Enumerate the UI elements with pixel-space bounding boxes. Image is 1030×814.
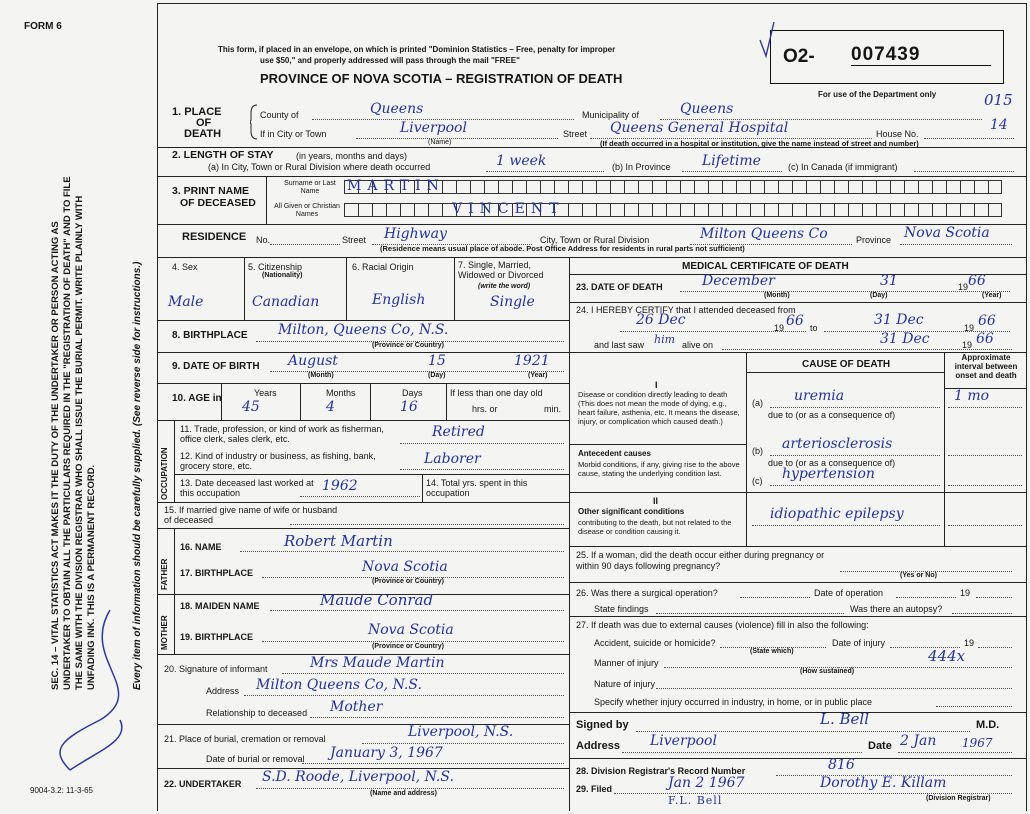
op-date-label: Date of operation [814,588,884,598]
birthplace-label: 8. BIRTHPLACE [172,330,248,341]
cause-b-label: (b) [752,446,763,456]
mother-maiden-label: 18. MAIDEN NAME [180,601,260,611]
last-year-prefix: 19 [962,340,973,350]
dob-day-note: (Day) [428,372,446,379]
burial-date-label: Date of burial or removal [206,754,305,764]
less-day-label: If less than one day old [450,388,543,398]
father-name-label: 16. NAME [180,542,222,552]
alive-on: alive on [682,340,714,350]
reg-prefix: O2- [783,46,815,67]
interval-header: Approximate interval between onset and death [954,353,1018,380]
antecedent-title: Antecedent causes [578,449,651,458]
marital-value: Single [490,294,535,310]
manner-value: 444x [928,647,966,665]
left-notice-2: Every item of information should be carefully supplied. (See reverse side for instructions.) [132,261,143,690]
dob-month: August [288,353,338,369]
signed-date-year: 1967 [962,736,993,750]
city-value: Liverpool [400,120,467,136]
header-line1: This form, if placed in an envelope, on which is printed "Dominion Statistics – Free, penalty for improper [218,45,616,54]
occupation-side: OCCUPATION [160,447,169,500]
mother-maiden: Maude Conrad [320,591,434,609]
to-year: 66 [978,313,996,329]
residence-no-label: No. [256,235,271,245]
racial-value: English [372,292,426,308]
informant-rel-label: Relationship to deceased [206,708,308,718]
municipality-label: Municipality of [582,110,640,120]
record-number: 816 [828,757,855,773]
other-condition: idiopathic epilepsy [770,506,904,522]
death-day: 31 [880,273,898,289]
stay-b-label: (b) In Province [612,162,671,172]
name-label1: 3. PRINT NAME [172,185,250,197]
place-label1: 1. PLACE [172,106,222,118]
q25: 25. If a woman, did the death occur either during pregnancy or within 90 days following pregnancy? [576,550,825,571]
state-which-note: (State which) [750,648,794,655]
manner-label: Manner of injury [594,658,659,668]
city-label: If in City or Town [260,129,327,139]
stay-a-value: 1 week [496,153,547,169]
to-label: to [810,323,818,333]
q14: 14. Total yrs. spent in this occupation [426,478,528,498]
dob-label: 9. DATE OF BIRTH [172,361,260,372]
mother-side: MOTHER [160,615,169,650]
attend-to: 31 Dec [874,312,924,328]
sex-label: 4. Sex [172,262,198,272]
q27: 27. If death was due to external causes (violence) fill in also the following: [576,620,869,630]
dept-code: 015 [984,91,1013,109]
q15: 15. If married give name of wife or husband of deceased [164,505,338,525]
last-seen-label: and last saw [594,340,645,350]
injury-date-label: Date of injury [832,638,886,648]
form-title: PROVINCE OF NOVA SCOTIA – REGISTRATION OF DEATH [260,71,623,86]
undertaker-note: (Name and address) [370,790,437,797]
last-year: 66 [976,331,994,347]
yes-no-note: (Yes or No) [900,572,937,579]
residence-city: Milton Queens Co [700,226,828,242]
father-name: Robert Martin [284,532,393,550]
signed-label: Signed by [576,719,629,731]
a11: Retired [432,424,485,440]
surname-value: MARTIN [347,178,445,194]
burial-place-label: 21. Place of burial, cremation or removal [164,734,326,744]
given-value: VINCENT [452,201,565,217]
cause-a-label: (a) [752,398,763,408]
death-year-note: (Year) [982,292,1002,299]
note-below: F.L. Bell [668,794,723,807]
cause-c: hypertension [782,466,875,482]
death-year-prefix: 19 [958,282,969,292]
residence-province: Nova Scotia [904,225,990,241]
citizenship-value: Canadian [252,294,320,310]
from-year-prefix: 19 [774,323,785,333]
months-label: Months [326,388,356,398]
age-label: 10. AGE in [172,393,222,404]
informant-sig-label: 20. Signature of informant [164,664,268,674]
undertaker-label: 22. UNDERTAKER [164,779,242,789]
findings-label: State findings [594,604,649,614]
autopsy-label: Was there an autopsy? [850,604,943,614]
father-birthplace-label: 17. BIRTHPLACE [180,568,254,578]
given-label: All Given or Christian Names [274,203,340,218]
a12: Laborer [424,451,481,467]
due-to-2: due to (or as a consequence of) [768,458,896,468]
sex-value: Male [168,294,204,310]
hrs-label: hrs. or [472,404,498,414]
father-birthplace: Nova Scotia [362,559,448,575]
street-label: Street [563,129,588,139]
cause-c-label: (c) [752,476,763,486]
specify-label: Specify whether injury occurred in industry, in home, or in public place [594,697,872,707]
informant-address-label: Address [206,686,240,696]
racial-label: 6. Racial Origin [352,262,414,272]
residence-city-label: City, Town or Rural Division [540,235,650,245]
stay-label: 2. LENGTH OF STAY [172,149,274,161]
manner-note: (How sustained) [800,668,855,675]
name-note: (Name) [428,139,452,146]
stay-a-label: (a) In City, Town or Rural Division where death occurred [208,162,431,172]
signed-date: 2 Jan [900,733,937,749]
birthplace-note: (Province or Country) [372,342,444,349]
registration-number-box [770,30,1004,84]
father-side: FATHER [160,558,169,590]
place-label2: OF [196,117,212,129]
father-birthplace-note: (Province or Country) [372,578,444,585]
roman-2: II [653,496,659,506]
registrar-note: (Division Registrar) [926,795,991,802]
marital-note: (write the word) [478,283,531,290]
mother-birthplace-label: 19. BIRTHPLACE [180,632,254,642]
q23: 23. DATE OF DEATH [576,282,663,292]
q26: 26. Was there a surgical operation? [576,588,718,598]
attend-from: 26 Dec [636,312,686,328]
q12: 12. Kind of industry or business, as fishing, bank, grocery store, etc. [180,451,376,471]
q29: 29. Filed [576,784,613,794]
residence-street: Highway [384,226,447,242]
footer-code: 9004-3.2: 11-3-65 [30,786,94,795]
age-months: 4 [326,399,335,415]
age-days: 16 [400,399,418,415]
other-title: Other significant conditions [578,507,685,516]
signed-address: Liverpool [650,733,717,749]
check-mark [758,20,778,60]
q28: 28. Division Registrar's Record Number [576,766,746,776]
county-value: Queens [370,101,424,117]
stamp-scribble [40,600,150,780]
name-label2: OF DECEASED [180,197,256,209]
cause-a: uremia [794,388,845,404]
last-seen-mid: him [654,333,676,346]
q13: 13. Date deceased last worked at this occupation [180,478,314,498]
hospital-note: (If death occurred in a hospital or institution, give the name instead of street and number) [600,139,919,148]
dept-use: For use of the Department only [818,90,937,99]
house-label: House No. [876,129,919,139]
reg-number: 007439 [851,45,991,66]
burial-date: January 3, 1967 [330,745,443,761]
cause-b: arteriosclerosis [782,436,893,452]
op-year: 19 [960,588,971,598]
antecedent-text: Morbid conditions, if any, giving rise to the above cause, stating the underlying condition last. [578,460,740,478]
cause-header: CAUSE OF DEATH [802,359,891,370]
citizenship-note: (Nationality) [262,272,303,279]
due-to-1: due to (or as a consequence of) [768,410,896,420]
nature-label: Nature of injury [594,679,656,689]
dob-year: 1921 [514,353,550,369]
mother-birthplace-note: (Province or Country) [372,643,444,650]
to-year-prefix: 19 [964,323,975,333]
residence-note: (Residence means usual place of abode. Post Office Address for residents in rural parts not sufficient) [380,244,745,253]
filed-date: Jan 2 1967 [668,775,745,791]
marital-label: 7. Single, Married, Widowed or Divorced [458,260,544,280]
informant-address: Milton Queens Co, N.S. [256,677,422,693]
md-label: M.D. [976,719,1000,731]
disease-text: Disease or condition directly leading to death (This does not mean the mode of dying, e.g., heart failure, asthenia, etc. It means the disease, injury, or complication which caused death.) [578,390,740,426]
a13: 1962 [322,478,358,494]
header-line2: use $50," and properly addressed will pass through the mail "FREE" [260,56,520,65]
years-label: Years [254,388,277,398]
dob-year-note: (Year) [528,372,548,379]
residence-province-label: Province [856,235,892,245]
death-year: 66 [968,273,986,289]
municipality-value: Queens [680,101,734,117]
medical-header: MEDICAL CERTIFICATE OF DEATH [682,261,849,272]
stay-c-label: (c) In Canada (if immigrant) [788,162,898,172]
stay-b-value: Lifetime [702,153,761,169]
birthplace-value: Milton, Queens Co, N.S. [278,322,449,338]
death-day-note: (Day) [870,292,888,299]
given-grid [344,203,1002,217]
undertaker-value: S.D. Roode, Liverpool, N.S. [262,769,454,785]
death-month: December [702,273,775,289]
interval-a: 1 mo [954,388,990,404]
q24: 24. I HEREBY CERTIFY that I attended deceased from [576,305,796,315]
death-month-note: (Month) [764,292,790,299]
last-seen: 31 Dec [880,331,930,347]
registrar-signature: Dorothy E. Killam [820,775,947,791]
dob-day: 15 [428,353,446,369]
street-value: Queens General Hospital [610,120,789,136]
citizenship-label: 5. Citizenship [248,262,303,272]
age-years: 45 [242,399,260,415]
house-code: 14 [990,117,1008,133]
residence-street-label: Street [342,235,367,245]
left-notice: SEC. 14 – VITAL STATISTICS ACT MAKES IT THE DUTY OF THE UNDERTAKER OR PERSON ACTING AS UNDERTAKER TO OBTAIN ALL THE PARTICULARS REQUIRED IN THE "REGISTRATION OF DEATH" AND TO FILE THE SAME WITH THE DIVISION REGISTRAR WHO SHALL ISSUE THE BURIAL PERMIT. WRITE PLAINLY WITH UNFADING INK. THIS IS A PERMANENT RECORD. [50,176,97,690]
place-label3: DEATH [184,128,222,140]
accident-label: Accident, suicide or homicide? [594,638,716,648]
q11: 11. Trade, profession, or kind of work as fisherman, office clerk, sales clerk, etc. [180,424,384,444]
signature: L. Bell [820,710,869,728]
county-label: County of [260,110,299,120]
inj-year: 19 [964,638,975,648]
from-year: 66 [786,313,804,329]
signed-address-label: Address [576,740,621,752]
other-text: contributing to the death, but not related to the disease or condition causing it. [578,518,732,536]
stay-label-note: (in years, months and days) [296,151,408,161]
burial-place: Liverpool, N.S. [408,724,514,740]
residence-label: RESIDENCE [182,231,247,243]
informant-rel: Mother [330,699,383,715]
signed-date-label: Date [868,740,892,752]
informant-sig: Mrs Maude Martin [310,655,445,671]
surname-label: Surname or Last Name [284,180,336,195]
min-label: min. [544,404,562,414]
mother-birthplace: Nova Scotia [368,622,454,638]
days-label: Days [402,388,423,398]
dob-month-note: (Month) [308,372,334,379]
roman-1: I [655,380,658,390]
form-id: FORM 6 [24,21,62,32]
